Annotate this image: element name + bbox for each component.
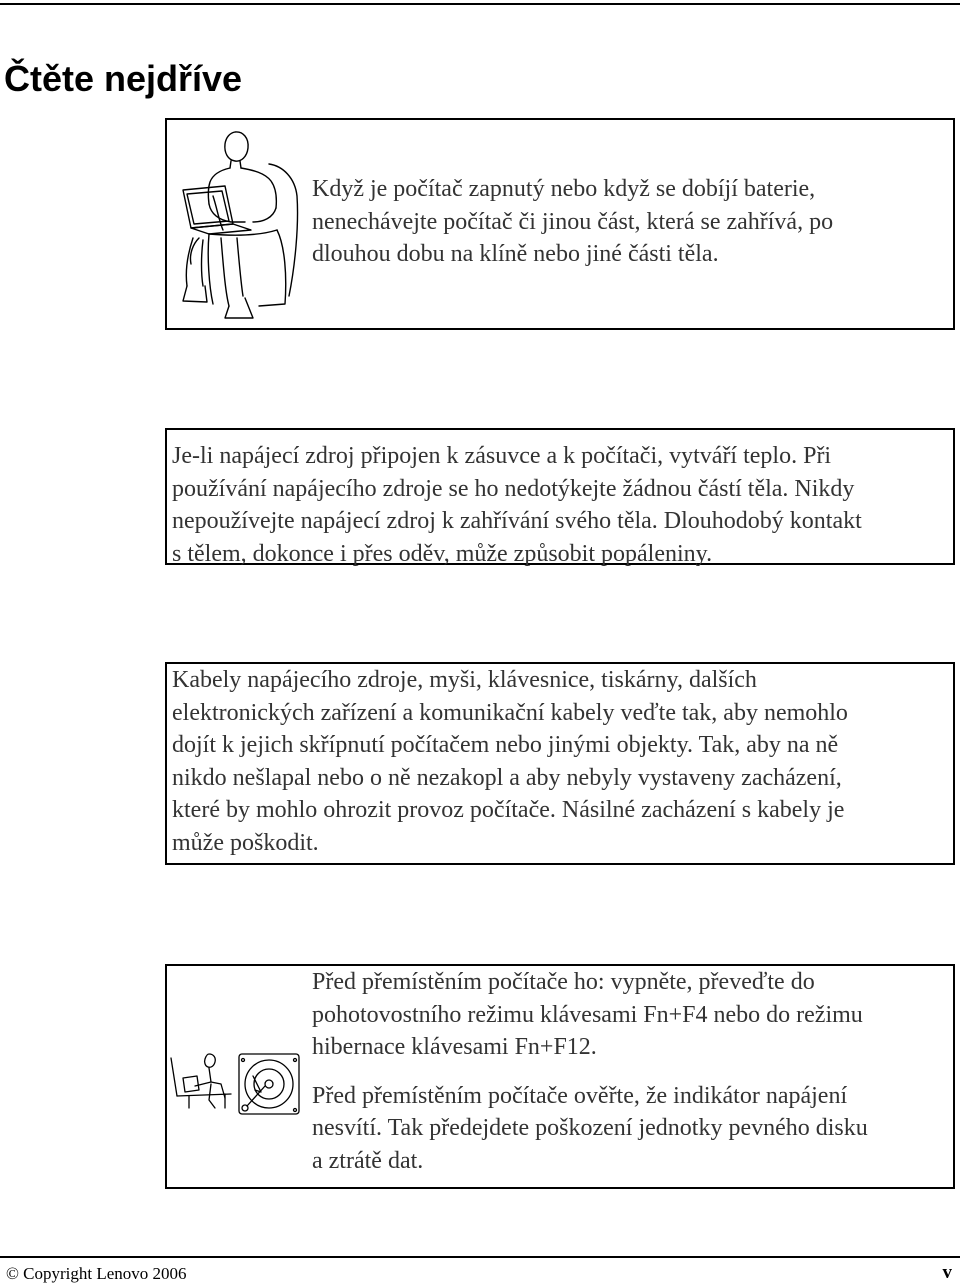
notice-line: nepoužívejte napájecí zdroj k zahřívání svého těla. Dlouhodobý kontakt	[172, 508, 862, 534]
notice-text	[312, 173, 833, 271]
notice-line: Když je počítač zapnutý nebo když se dobíjí baterie,	[312, 176, 816, 202]
notice-text	[172, 664, 848, 859]
notice-line: které by mohlo ohrozit provoz počítače. Násilné zacházení s kabely je	[172, 797, 845, 823]
page-number: v	[942, 1262, 952, 1283]
notice-text	[172, 440, 862, 570]
notice-line: Před přemístěním počítače ho: vypněte, převeďte do	[312, 969, 815, 995]
notice-line: může poškodit.	[172, 829, 319, 856]
notice-line: nenechávejte počítač či jinou část, která se zahřívá, po	[312, 208, 834, 235]
footer-copyright: © Copyright Lenovo 2006	[6, 1264, 187, 1283]
footer-rule	[0, 1256, 960, 1258]
notice-box-power-adapter-heat	[165, 428, 955, 565]
notice-line: dlouhou dobu na klíně nebo jiné části těla.	[312, 241, 719, 267]
top-rule	[0, 3, 960, 5]
notice-line: Je-li napájecí zdroj připojen k zásuvce a k počítači, vytváří teplo. Při	[172, 443, 832, 469]
notice-line: dojít k jejich skřípnutí počítačem nebo jinými objekty. Tak, aby na ně	[172, 732, 839, 758]
notice-line: Před přemístěním počítače ověřte, že indikátor napájení	[312, 1082, 848, 1109]
notice-line: elektronických zařízení a komunikační kabely veďte tak, aby nemohlo	[172, 699, 848, 726]
notice-line: používání napájecího zdroje se ho nedotýkejte žádnou částí těla. Nikdy	[172, 475, 855, 502]
notice-box-moving-computer	[165, 964, 955, 1189]
person-with-laptop-on-lap-icon	[173, 126, 303, 321]
notice-box-cables	[165, 662, 955, 865]
hard-disk-warning-icon	[169, 1048, 304, 1118]
notice-line: nesvítí. Tak předejdete poškození jednotky pevného disku	[312, 1115, 868, 1141]
notice-box-lap-heat	[165, 118, 955, 330]
notice-line: pohotovostního režimu klávesami Fn+F4 nebo do režimu	[312, 1001, 863, 1028]
notice-line: nikdo nešlapal nebo o ně nezakopl a aby nebyly vystaveny zacházení,	[172, 764, 842, 791]
notice-line: Kabely napájecího zdroje, myši, klávesnice, tiskárny, dalších	[172, 667, 757, 693]
notice-line: hibernace klávesami Fn+F12.	[312, 1034, 597, 1060]
notice-line: a ztrátě dat.	[312, 1147, 424, 1174]
notice-line: s tělem, dokonce i přes oděv, může způsobit popáleniny.	[172, 540, 713, 567]
notice-text	[312, 966, 868, 1177]
page-title: Čtěte nejdříve	[4, 58, 243, 99]
